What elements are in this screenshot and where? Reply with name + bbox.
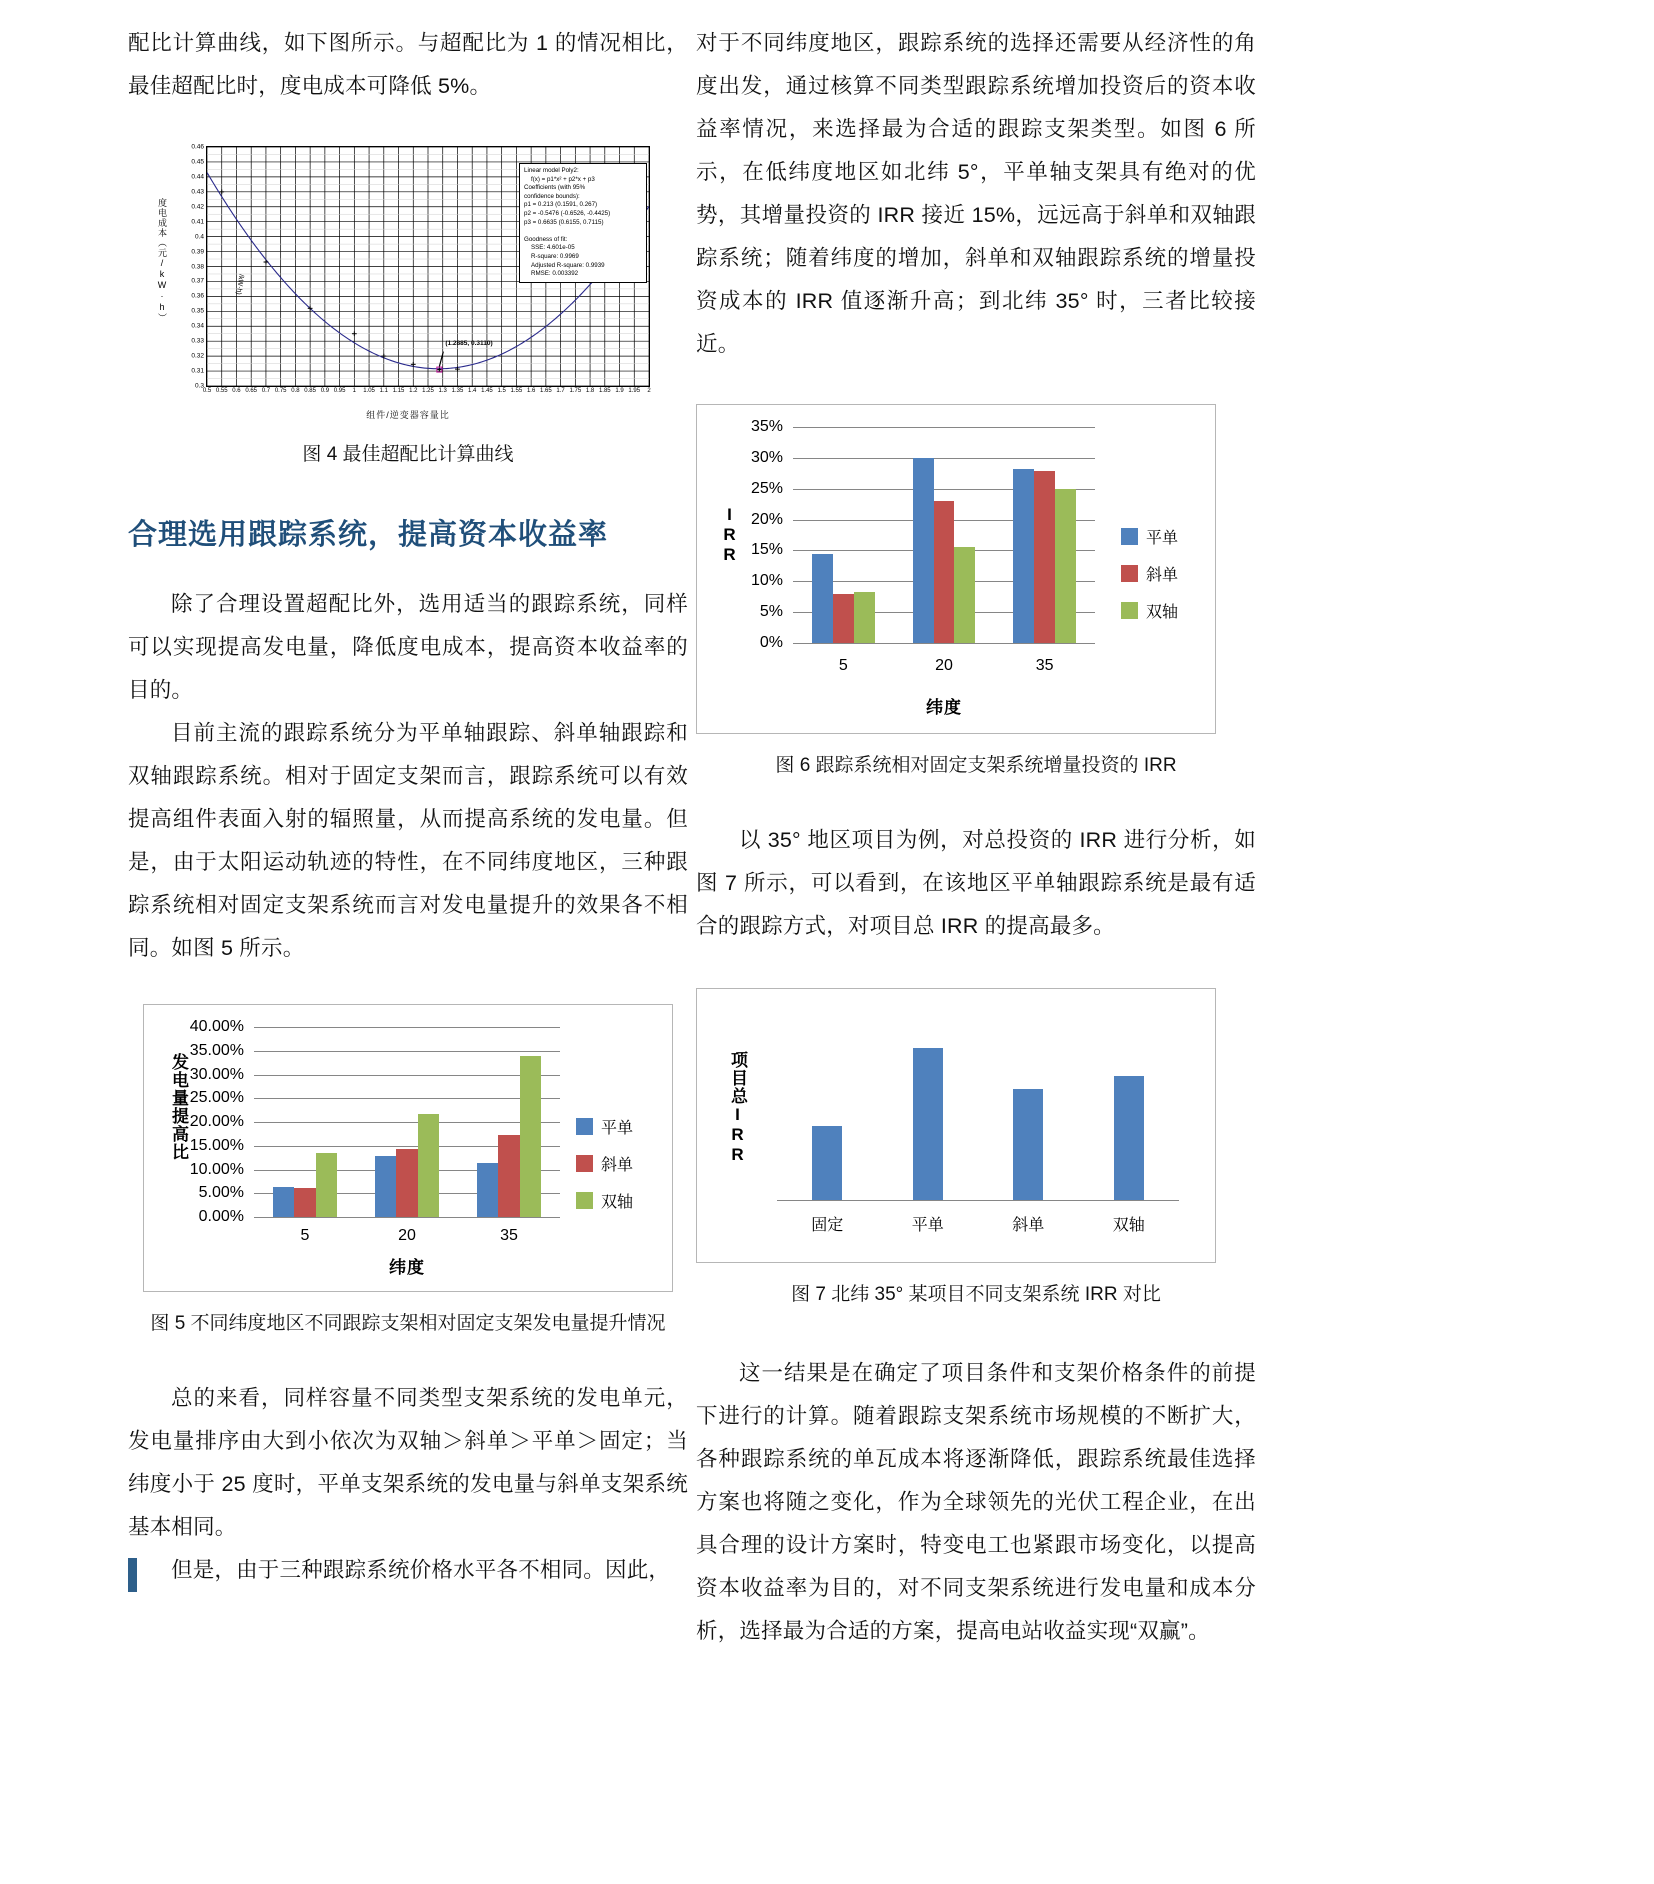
figure-4-x-tick: 0.75 [274, 388, 287, 394]
figure-4-fit-info-line: p2 = -0.5476 (-0.6526, -0.4425) [524, 209, 611, 217]
fig7box-x-tick: 固定 [811, 1217, 844, 1234]
figure-4-fit-info-line: SSE: 4.601e-05 [531, 244, 575, 252]
fig5box-y-axis-title: 发电量提高比 [169, 1053, 188, 1161]
fig5box-y-tick: 40.00% [189, 1018, 244, 1035]
figure-4-y-tick: 0.44 [191, 173, 204, 181]
figure-4-x-tick: 1.4 [468, 388, 477, 394]
figure-5 [128, 1004, 688, 1335]
fig5box-gridline [254, 1122, 560, 1123]
fig6box-x-tick: 5 [838, 657, 848, 674]
fig6box-legend-item [1121, 525, 1178, 548]
figure-4-x-axis-title: 组件/逆变器容量比 [366, 410, 450, 420]
figure-7-caption: 图 7 北纬 35° 某项目不同支架系统 IRR 对比 [791, 1284, 1161, 1305]
figure-7 [696, 988, 1256, 1306]
fig5box-x-tick: 35 [500, 1227, 518, 1244]
figure-4-x-tick: 0.95 [333, 388, 346, 394]
fig6box-gridline [793, 427, 1095, 428]
fig7box-baseline [777, 1200, 1179, 1201]
legend-swatch-icon [576, 1192, 593, 1209]
fig5box-legend-item [576, 1189, 633, 1212]
figure-6-chart [696, 404, 1216, 734]
fig6box-x-tick: 20 [935, 657, 953, 674]
fig5box-bar [316, 1153, 337, 1217]
figure-4-x-tick: 2 [647, 388, 651, 394]
fig5box-legend-label: 斜单 [601, 1157, 634, 1174]
figure-4-x-tick: 1.25 [422, 388, 434, 394]
fig5box-y-tick: 5.00% [198, 1184, 244, 1202]
paragraph-right-1: 对于不同纬度地区，跟踪系统的选择还需要从经济性的角度出发，通过核算不同类型跟踪系统增加投资后的资本收益率情况，来选择最为合适的跟踪支架类型。如图 6 所示，在低纬度地区如北纬 5°，平单轴支架具有绝对的优势，其增量投资的 IRR 接近 15%，远远高于斜单和双轴跟踪系统；随着纬度的增加，斜单和双轴跟踪系统的增量投资成本的 IRR 值逐渐升高；到北纬 35° 时，三者比较接近。 [696, 31, 1256, 356]
fig6box-y-tick: 10% [750, 572, 783, 590]
figure-4-y-tick: 0.31 [191, 367, 204, 375]
fig5box-legend-label: 平单 [601, 1120, 634, 1137]
fig5box-bar [520, 1056, 541, 1218]
paragraph-left-2: 目前主流的跟踪系统分为平单轴跟踪、斜单轴跟踪和双轴跟踪系统。相对于固定支架而言，跟踪系统可以有效提高组件表面入射的辐照量，从而提高系统的发电量。但是，由于太阳运动轨迹的特性，在不同纬度地区，三种跟踪系统相对固定支架系统而言对发电量提升的效果各不相同。如图 5 所示。 [128, 721, 688, 960]
fig6box-legend-item [1121, 599, 1178, 622]
figure-4-x-tick: 1.9 [615, 388, 624, 394]
figure-4-x-tick: 0.7 [261, 388, 271, 394]
figure-4-fit-info-line: Goodness of fit: [524, 235, 568, 243]
fig5box-y-tick: 15.00% [189, 1136, 244, 1154]
paragraph-left-3: 总的来看，同样容量不同类型支架系统的发电单元，发电量排序由大到小依次为双轴＞斜单＞平单＞固定；当纬度小于 25 度时，平单支架系统的发电量与斜单支架系统基本相同。 [128, 1386, 688, 1539]
fig6box-bar [854, 592, 875, 643]
figure-4-inline-unit-label: /kW·h) [235, 273, 245, 295]
fig5box-y-tick: 0.00% [198, 1208, 244, 1225]
fig5box-legend-item [576, 1152, 633, 1175]
figure-4-y-tick: 0.46 [191, 143, 204, 151]
fig6box-y-tick: 35% [750, 418, 783, 435]
fig5box-y-tick: 20.00% [189, 1113, 244, 1130]
figure-4-x-tick: 1.8 [585, 388, 595, 394]
figure-4-x-tick: 1.5 [497, 388, 506, 394]
figure-4-x-tick: 1.7 [556, 388, 565, 394]
figure-4-x-tick: 1.55 [510, 388, 523, 394]
fig6box-x-tick: 35 [1035, 657, 1054, 674]
fig5box-bar [294, 1188, 315, 1217]
figure-4-x-tick: 1.15 [392, 388, 405, 394]
fig6box-y-tick: 5% [759, 603, 783, 621]
fig6box-bar [812, 554, 833, 643]
figure-4-fit-info-line: Adjusted R-square: 0.9939 [531, 261, 605, 269]
fig5box-gridline [254, 1027, 560, 1028]
fig7box-bar [1013, 1089, 1043, 1200]
fig6box-gridline [793, 643, 1095, 644]
figure-7-chart [696, 988, 1216, 1263]
legend-swatch-icon [1121, 528, 1138, 545]
legend-swatch-icon [576, 1155, 593, 1172]
fig7box-x-tick: 斜单 [1012, 1217, 1045, 1234]
figure-4-x-tick: 0.6 [232, 388, 241, 394]
figure-4-y-tick: 0.33 [191, 337, 204, 345]
fig6box-y-axis-title: IRR [720, 505, 739, 565]
fig5box-bar [273, 1187, 294, 1217]
figure-4-y-tick: 0.4 [194, 233, 204, 241]
fig7box-y-axis-title: 项目总IRR [728, 1051, 747, 1165]
figure-4-x-tick: 1.65 [540, 388, 552, 394]
fig6box-legend-label: 平单 [1146, 530, 1179, 547]
figure-4-data-point [381, 354, 386, 359]
figure-4-y-tick: 0.42 [191, 203, 204, 211]
figure-4-plot-area [191, 143, 651, 394]
paragraph-right-3: 这一结果是在确定了项目条件和支架价格条件的前提下进行的计算。随着跟踪支架系统市场规模的不断扩大，各种跟踪系统的单瓦成本将逐渐降低，跟踪系统最佳选择方案也将随之变化，作为全球领先的光伏工程企业，在出具合理的设计方案时，特变电工也紧跟市场变化，以提高资本收益率为目的，对不同支架系统进行发电量和成本分析，选择最为合适的方案，提高电站收益实现“双赢”。 [696, 1361, 1256, 1643]
fig5box-gridline [254, 1075, 560, 1076]
figure-4-y-tick: 0.37 [191, 277, 204, 285]
fig7box-bar [1114, 1076, 1144, 1200]
fig6box-bar [954, 547, 975, 643]
figure-4-x-tick: 1.75 [569, 388, 582, 394]
figure-4-x-tick: 1.3 [438, 388, 447, 394]
figure-4-x-tick: 1.6 [526, 388, 536, 394]
fig5box-bar [498, 1135, 519, 1217]
figure-4-y-tick: 0.38 [191, 263, 204, 270]
figure-4-fit-info-line: Coefficients (with 95% [524, 184, 586, 192]
figure-4-x-tick: 1.1 [379, 388, 388, 394]
fig6box-gridline [793, 458, 1095, 459]
section-heading [128, 512, 688, 553]
figure-4-x-tick: 1.35 [451, 388, 464, 394]
fig6box-legend [1121, 525, 1178, 636]
fig5box-gridline [254, 1051, 560, 1052]
figure-4-y-tick: 0.43 [191, 188, 204, 196]
figure-6 [696, 404, 1256, 777]
fig5box-x-tick: 5 [300, 1227, 310, 1244]
figure-4-fit-info-line: confidence bounds): [524, 192, 580, 200]
figure-4-x-tick: 0.55 [215, 388, 228, 394]
figure-4-x-tick: 0.5 [202, 388, 212, 394]
fig6box-y-tick: 0% [759, 634, 783, 651]
figure-4-y-tick: 0.34 [191, 322, 204, 330]
paragraph-right-2: 以 35° 地区项目为例，对总投资的 IRR 进行分析，如图 7 所示，可以看到，在该地区平单轴跟踪系统是最有适合的跟踪方式，对项目总 IRR 的提高最多。 [696, 828, 1256, 938]
figure-4-y-tick: 0.32 [191, 352, 204, 360]
legend-swatch-icon [1121, 565, 1138, 582]
figure-4-y-tick: 0.35 [191, 307, 204, 315]
fig6box-x-axis-title: 纬度 [926, 698, 962, 717]
fig6box-y-tick: 20% [750, 510, 783, 528]
fig6box-y-tick: 25% [750, 479, 783, 497]
fig5box-y-tick: 35.00% [189, 1041, 244, 1059]
heading-accent-bar [128, 1558, 137, 1592]
figure-4-x-tick: 1.2 [409, 388, 418, 394]
figure-4-fit-info-line: p1 = 0.213 (0.1591, 0.267) [524, 201, 598, 209]
paragraph-left-1: 除了合理设置超配比外，选用适当的跟踪系统，同样可以实现提高发电量，降低度电成本，提高资本收益率的目的。 [128, 592, 688, 702]
figure-4-x-tick: 1.45 [481, 388, 493, 394]
figure-4-fit-info-line: p3 = 0.6635 (0.6155, 0.7115) [524, 218, 604, 226]
fig5box-inner [144, 1005, 672, 1291]
fig6box-bar [913, 458, 934, 643]
fig5box-gridline [254, 1098, 560, 1099]
fig6box-legend-label: 斜单 [1146, 567, 1179, 584]
figure-4-x-tick: 0.65 [245, 388, 258, 394]
fig6box-bar [1034, 471, 1055, 643]
legend-swatch-icon [1121, 602, 1138, 619]
figure-4-fit-info-line: R-square: 0.9969 [531, 252, 579, 260]
fig5box-legend [576, 1115, 633, 1226]
figure-4-x-tick: 0.85 [304, 388, 316, 394]
heading-text: 合理选用跟踪系统，提高资本收益率 [128, 519, 609, 551]
left-column [128, 22, 688, 1592]
figure-4-caption: 图 4 最佳超配比计算曲线 [302, 444, 514, 465]
fig5box-y-tick: 30.00% [189, 1065, 244, 1083]
fig6box-legend-item [1121, 562, 1178, 585]
figure-4-x-tick: 1 [352, 388, 356, 394]
legend-swatch-icon [576, 1118, 593, 1135]
figure-5-caption: 图 5 不同纬度地区不同跟踪支架相对固定支架发电量提升情况 [150, 1313, 666, 1334]
fig5box-legend-label: 双轴 [601, 1194, 634, 1211]
fig6box-bar [934, 501, 955, 643]
figure-4-y-tick: 0.41 [191, 218, 204, 226]
figure-4-x-tick: 1.05 [363, 388, 375, 394]
figure-4-fit-info-line: Linear model Poly2: [524, 167, 579, 174]
figure-4-x-tick: 1.95 [628, 388, 641, 394]
figure-4-chart [158, 138, 658, 423]
figure-4-fit-info-line: RMSE: 0.003392 [531, 270, 579, 278]
fig5box-bar [375, 1156, 396, 1217]
figure-4-y-tick: 0.36 [191, 292, 204, 300]
figure-4-x-tick: 0.9 [320, 388, 330, 394]
figure-6-caption: 图 6 跟踪系统相对固定支架系统增量投资的 IRR [775, 755, 1177, 776]
fig6box-y-tick: 15% [750, 541, 783, 559]
figure-4-data-point [264, 260, 269, 265]
fig5box-y-tick: 25.00% [189, 1089, 244, 1107]
figure-4-y-axis-title: 度电成本（元/kW·h） [157, 198, 167, 323]
fig6box-bar [833, 594, 854, 643]
figure-5-chart [143, 1004, 673, 1292]
fig7box-x-tick: 平单 [911, 1217, 944, 1234]
fig5box-x-axis-title: 纬度 [389, 1258, 425, 1277]
right-column [696, 22, 1256, 1653]
fig5box-y-tick: 10.00% [189, 1160, 244, 1178]
figure-4-data-point [352, 331, 357, 336]
fig7box-bar [913, 1048, 943, 1200]
fig5box-legend-item [576, 1115, 633, 1138]
figure-4-y-tick: 0.45 [191, 158, 204, 166]
figure-4-y-tick: 0.3 [194, 382, 204, 390]
figure-4-x-tick: 1.85 [598, 388, 611, 394]
figure-4-fit-info-box [519, 163, 647, 283]
fig5box-bar [396, 1149, 417, 1217]
fig6box-y-tick: 30% [750, 448, 783, 466]
figure-4-minimum-label: (1.2885, 0.3110) [445, 339, 493, 347]
fig7box-x-tick: 双轴 [1112, 1217, 1145, 1234]
fig6box-bar [1013, 469, 1034, 643]
fig6box-legend-label: 双轴 [1146, 604, 1179, 621]
fig5box-bar [418, 1114, 439, 1217]
figure-4-x-tick: 0.8 [291, 388, 300, 394]
figure-4 [128, 138, 688, 466]
figure-4-y-tick: 0.39 [191, 248, 204, 256]
fig6box-inner [697, 405, 1215, 733]
paragraph-top-left: 配比计算曲线，如下图所示。与超配比为 1 的情况相比，最佳超配比时，度电成本可降低 5%。 [128, 31, 688, 98]
fig5box-x-tick: 20 [398, 1227, 416, 1244]
paragraph-left-4: 但是，由于三种跟踪系统价格水平各不相同。因此， [171, 1558, 671, 1582]
fig5box-bar [477, 1163, 498, 1217]
figure-4-fit-info-line: f(x) = p1*x² + p2*x + p3 [531, 175, 595, 183]
fig7box-inner [697, 989, 1215, 1262]
fig7box-bar [812, 1126, 842, 1200]
fig5box-gridline [254, 1217, 560, 1218]
fig6box-bar [1055, 489, 1076, 643]
figure-4-fit-info-line [524, 227, 642, 236]
